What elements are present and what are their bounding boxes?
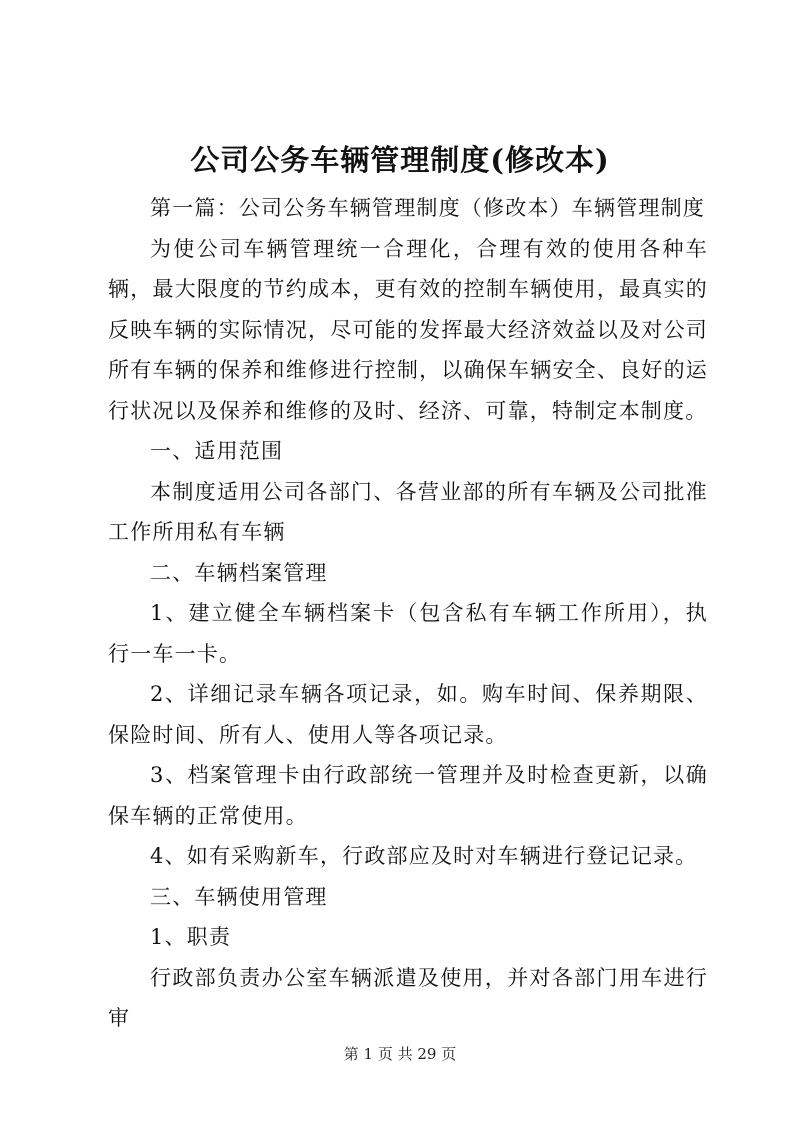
paragraph-purpose: 为使公司车辆管理统一合理化，合理有效的使用各种车辆，最大限度的节约成本，更有效的控制车辆使用，最真实的反映车辆的实际情况，尽可能的发挥最大经济效益以及对公司所有车辆的保养和维修进行控制，以确保车辆安全、良好的运行状况以及保养和维修的及时、经济、可靠，特制定本制度。 bbox=[108, 236, 708, 423]
page-number-footer: 第 1 页 共 29 页 bbox=[343, 1045, 457, 1063]
document-title: 公司公务车辆管理制度(修改本) bbox=[190, 143, 610, 177]
section-heading-archive: 二、车辆档案管理 bbox=[150, 560, 328, 585]
paragraph-chapter-heading: 第一篇：公司公务车辆管理制度（修改本）车辆管理制度 bbox=[150, 196, 705, 220]
section-heading-usage: 三、车辆使用管理 bbox=[150, 884, 328, 909]
paragraph-duties: 行政部负责办公室车辆派遣及使用，并对各部门用车进行审 bbox=[108, 965, 708, 1030]
document-body bbox=[108, 188, 708, 1039]
paragraph-scope: 本制度适用公司各部门、各营业部的所有车辆及公司批准工作所用私有车辆 bbox=[108, 479, 708, 544]
paragraph-archive-item-4: 4、如有采购新车，行政部应及时对车辆进行登记记录。 bbox=[150, 844, 698, 868]
section-heading-scope: 一、适用范围 bbox=[150, 439, 284, 463]
paragraph-archive-item-3: 3、档案管理卡由行政部统一管理并及时检查更新，以确保车辆的正常使用。 bbox=[108, 763, 708, 828]
paragraph-archive-item-1: 1、建立健全车辆档案卡（包含私有车辆工作所用），执行一车一卡。 bbox=[108, 601, 708, 666]
paragraph-archive-item-2: 2、详细记录车辆各项记录，如。购车时间、保养期限、保险时间、所有人、使用人等各项记录。 bbox=[108, 682, 708, 747]
subsection-heading-duties: 1、职责 bbox=[150, 925, 232, 949]
